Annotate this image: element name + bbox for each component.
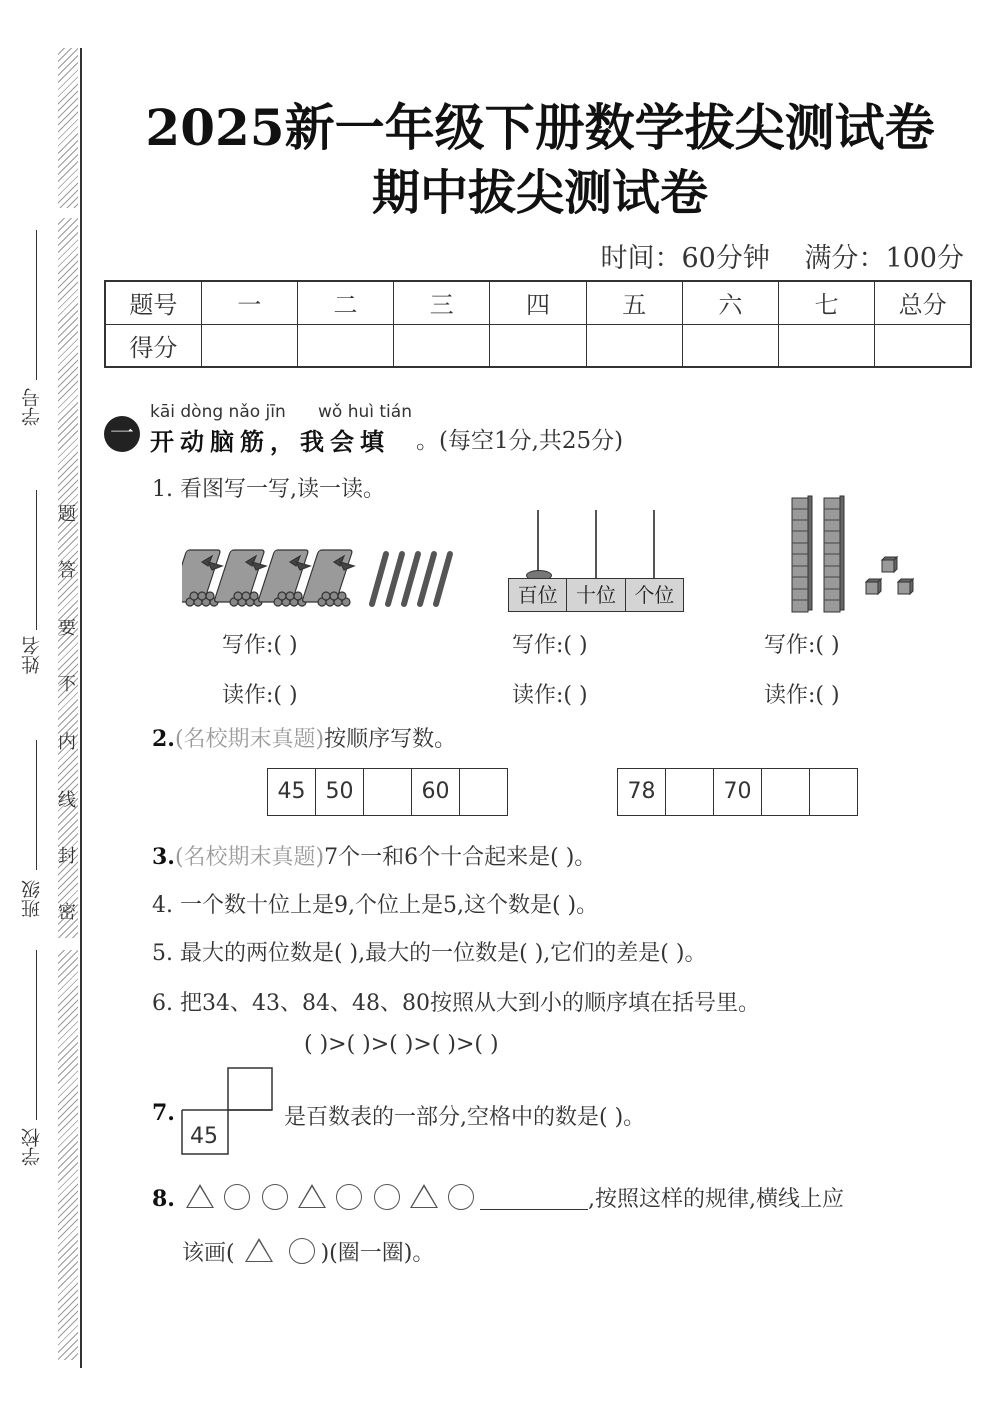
q8-number: 8. bbox=[152, 1186, 175, 1212]
seal-char: 线 bbox=[58, 790, 76, 811]
sequence-box: 60 bbox=[412, 769, 460, 815]
table-cell: 四 bbox=[490, 281, 586, 324]
stick-bundles-illustration bbox=[182, 540, 462, 620]
score-table-header-row bbox=[105, 281, 971, 324]
table-cell: 七 bbox=[779, 281, 875, 324]
abacus-base bbox=[508, 578, 684, 612]
school-label: 学校 bbox=[21, 1128, 43, 1166]
table-cell: 二 bbox=[297, 281, 393, 324]
seal-char: 封 bbox=[58, 846, 76, 867]
q1-read-abacus[interactable]: 读作:( ) bbox=[512, 683, 588, 708]
class-line bbox=[36, 740, 37, 870]
table-cell: 三 bbox=[394, 281, 490, 324]
seal-char: 不 bbox=[58, 674, 76, 695]
abacus-rod-ones bbox=[653, 510, 655, 580]
q8-choice-suffix: )(圈一圈)。 bbox=[320, 1241, 435, 1266]
score-input-cell[interactable] bbox=[779, 324, 875, 367]
circle-icon bbox=[448, 1184, 474, 1210]
triangle-choice-icon[interactable] bbox=[245, 1238, 273, 1262]
circle-icon bbox=[374, 1184, 400, 1210]
q8-text: ,按照这样的规律,横线上应 bbox=[587, 1187, 844, 1212]
section-badge: 一 bbox=[104, 416, 140, 452]
q7-text: 是百数表的一部分,空格中的数是( )。 bbox=[284, 1105, 646, 1130]
q2-text: 按顺序写数。 bbox=[324, 727, 457, 752]
exam-meta bbox=[575, 236, 965, 275]
school-line bbox=[36, 950, 37, 1120]
q3-text: 7个一和6个十合起来是( )。 bbox=[324, 845, 597, 870]
q2-number: 2. bbox=[152, 726, 175, 752]
circle-icon bbox=[262, 1184, 288, 1210]
circle-choice-icon[interactable] bbox=[289, 1238, 315, 1264]
name-line bbox=[36, 490, 37, 630]
score-table bbox=[104, 280, 972, 368]
score-table-score-row bbox=[105, 324, 971, 367]
stick-bundle bbox=[182, 550, 354, 606]
sequence-blank-box[interactable] bbox=[460, 769, 507, 815]
sequence-blank-box[interactable] bbox=[810, 769, 857, 815]
abacus-label: 百位 bbox=[509, 579, 567, 611]
margin-hatch-bottom bbox=[58, 950, 78, 1360]
ten-rod bbox=[792, 496, 812, 612]
q8-line bbox=[152, 1182, 844, 1213]
margin-rule bbox=[80, 48, 82, 1368]
q6-answer-line[interactable]: ( )>( )>( )>( )>( ) bbox=[304, 1032, 499, 1057]
base-ten-blocks-illustration bbox=[786, 494, 926, 616]
student-id-label: 学号 bbox=[21, 388, 43, 426]
score-input-cell[interactable] bbox=[682, 324, 778, 367]
sequence-box: 50 bbox=[316, 769, 364, 815]
pinyin-left: kāi dòng nǎo jīn bbox=[150, 402, 286, 422]
section-heading: 开动脑筋，我会填 bbox=[150, 427, 390, 456]
q2-sequence-b bbox=[617, 768, 858, 816]
triangle-icon bbox=[410, 1184, 438, 1208]
triangle-icon bbox=[186, 1184, 214, 1208]
single-sticks bbox=[372, 554, 450, 604]
q8-answer-line[interactable] bbox=[480, 1187, 588, 1210]
abacus-rod-tens bbox=[595, 510, 597, 580]
q4-text: 4. 一个数十位上是9,个位上是5,这个数是( )。 bbox=[152, 893, 599, 918]
sequence-box: 78 bbox=[618, 769, 666, 815]
q1-read-sticks[interactable]: 读作:( ) bbox=[222, 683, 298, 708]
seal-char: 密 bbox=[58, 902, 76, 923]
q7-number bbox=[152, 1100, 175, 1126]
q8-line2 bbox=[182, 1236, 434, 1267]
sequence-blank-box[interactable] bbox=[364, 769, 412, 815]
sequence-box: 70 bbox=[714, 769, 762, 815]
abacus-label: 十位 bbox=[567, 579, 625, 611]
abacus-label: 个位 bbox=[634, 583, 675, 607]
q3-line bbox=[152, 840, 596, 871]
triangle-icon bbox=[298, 1184, 326, 1208]
ten-rod bbox=[824, 496, 844, 612]
q3-number: 3. bbox=[152, 844, 175, 870]
page-title: 2025新一年级下册数学拔尖测试卷 bbox=[145, 98, 935, 157]
q2-sequence-a bbox=[267, 768, 508, 816]
score-input-cell[interactable] bbox=[201, 324, 297, 367]
q2-source-tag: (名校期末真题) bbox=[174, 727, 325, 752]
q2-line bbox=[152, 722, 456, 753]
score-input-cell[interactable] bbox=[875, 324, 971, 367]
circle-icon bbox=[224, 1184, 250, 1210]
name-label: 姓名 bbox=[21, 636, 43, 674]
table-cell: 五 bbox=[586, 281, 682, 324]
seal-char: 答 bbox=[58, 560, 76, 581]
sequence-blank-box[interactable] bbox=[666, 769, 714, 815]
q3-source-tag: (名校期末真题) bbox=[174, 845, 325, 870]
circle-icon bbox=[336, 1184, 362, 1210]
table-cell: 一 bbox=[201, 281, 297, 324]
table-cell: 六 bbox=[682, 281, 778, 324]
q5-text: 5. 最大的两位数是( ),最大的一位数是( ),它们的差是( )。 bbox=[152, 941, 707, 966]
score-input-cell[interactable] bbox=[586, 324, 682, 367]
full-score: 满分：100分 bbox=[804, 243, 964, 274]
seal-char: 题 bbox=[58, 504, 76, 525]
q1-write-abacus[interactable]: 写作:( ) bbox=[512, 633, 588, 658]
score-input-cell[interactable] bbox=[490, 324, 586, 367]
seal-char: 要 bbox=[58, 618, 76, 639]
time-limit: 时间：60分钟 bbox=[600, 243, 770, 274]
sequence-blank-box[interactable] bbox=[762, 769, 810, 815]
q1-write-blocks[interactable]: 写作:( ) bbox=[764, 633, 840, 658]
page-subtitle: 期中拔尖测试卷 bbox=[371, 165, 708, 221]
pinyin-right: wǒ huì tián bbox=[318, 402, 412, 422]
table-cell: 总分 bbox=[875, 281, 971, 324]
q7-cell-value: 45 bbox=[190, 1124, 218, 1149]
section-note: 。(每空1分,共25分) bbox=[416, 428, 624, 454]
student-id-line bbox=[36, 230, 37, 380]
unit-cubes bbox=[866, 557, 913, 594]
sequence-box: 45 bbox=[268, 769, 316, 815]
table-cell: 得分 bbox=[105, 324, 201, 367]
q7-number-label: 7. bbox=[152, 1100, 175, 1126]
table-cell: 题号 bbox=[105, 281, 201, 324]
class-label: 班级 bbox=[21, 880, 43, 918]
score-input-cell[interactable] bbox=[297, 324, 393, 367]
q8-choice-prefix: 该画( bbox=[182, 1241, 235, 1266]
q1-text: 1. 看图写一写,读一读。 bbox=[152, 477, 385, 502]
score-input-cell[interactable] bbox=[394, 324, 490, 367]
seal-char: 内 bbox=[58, 732, 76, 753]
q1-write-sticks[interactable]: 写作:( ) bbox=[222, 633, 298, 658]
q1-read-blocks[interactable]: 读作:( ) bbox=[764, 683, 840, 708]
q6-text: 6. 把34、43、84、48、80按照从大到小的顺序填在括号里。 bbox=[152, 991, 760, 1016]
